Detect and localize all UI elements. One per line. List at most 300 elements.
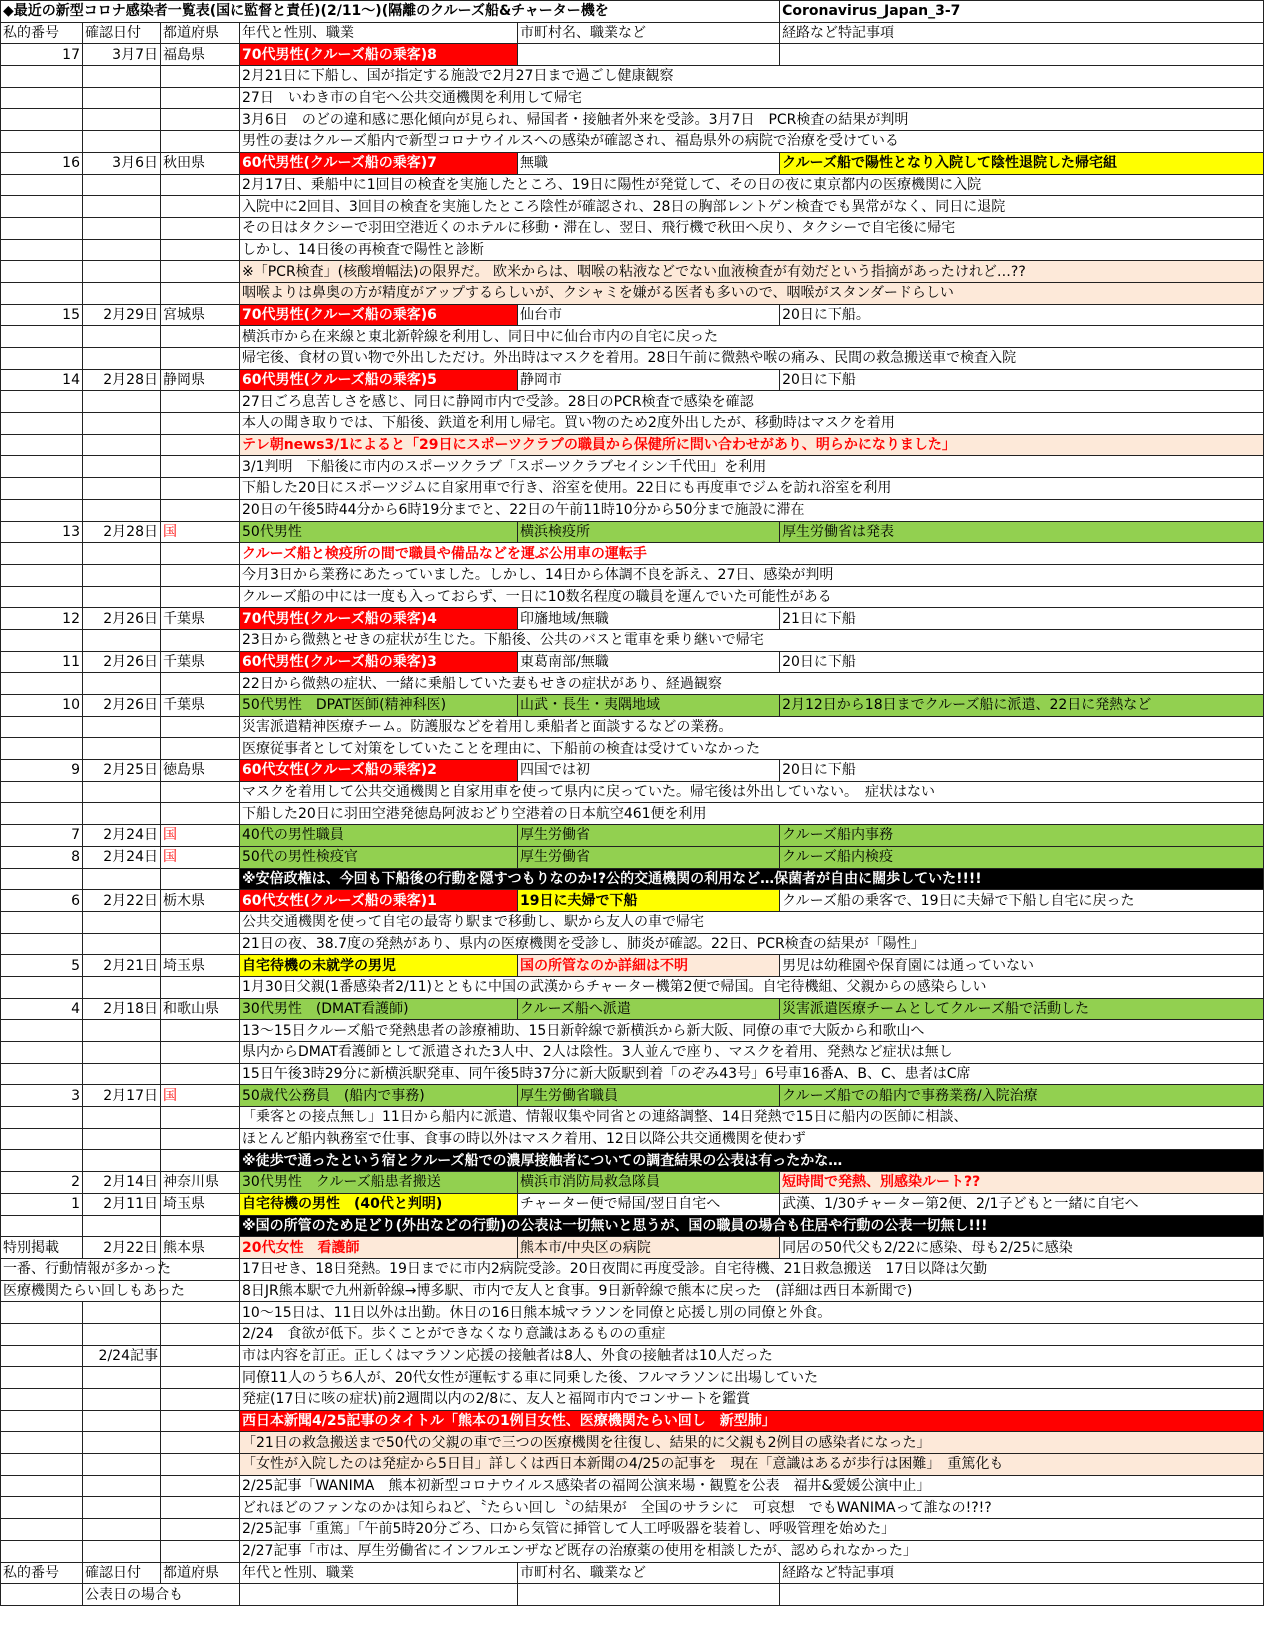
detail-row [1, 217, 1264, 239]
empty-cell [1, 1323, 83, 1345]
detail-row [1, 1215, 1264, 1237]
case-age-sex: 20代女性 看護師 [240, 1237, 518, 1259]
empty-cell [83, 1107, 161, 1129]
case-age-sex: 70代男性(クルーズ船の乗客)4 [240, 608, 518, 630]
case-number: 14 [1, 369, 83, 391]
empty-cell [83, 478, 161, 500]
case-date: 2月21日 [83, 955, 161, 977]
empty-cell [1, 933, 83, 955]
case-number: 7 [1, 825, 83, 847]
empty-cell [161, 1454, 240, 1476]
detail-text: 1月30日父親(1番感染者2/11)とともに中国の武漢からチャーター機第2便で帰国。自宅待機組、父親からの感染らしい [240, 976, 1264, 998]
empty-cell [161, 738, 240, 760]
detail-text: 横浜市から在来線と東北新幹線を利用し、同日中に仙台市内の自宅に戻った [240, 326, 1264, 348]
detail-text: 22日から微熱の症状、一緒に乗船していた妻もせきの症状があり、経過観察 [240, 673, 1264, 695]
case-row [1, 955, 1264, 977]
detail-row [1, 87, 1264, 109]
detail-text: 発症(17日に咳の症状)前2週間以内の2/8に、友人と福岡市内でコンサートを鑑賞 [240, 1389, 1264, 1411]
empty-cell [83, 217, 161, 239]
case-number: 13 [1, 521, 83, 543]
case-age-sex: 50歳代公務員 (船内で事務) [240, 1085, 518, 1107]
detail-row [1, 1540, 1264, 1562]
detail-text: 2/24 食欲が低下。歩くことができなくなり意識はあるものの重症 [240, 1323, 1264, 1345]
case-notes: 男児は幼稚園や保育園には通っていない [780, 955, 1264, 977]
empty-cell [161, 933, 240, 955]
empty-cell [161, 1540, 240, 1562]
case-notes: クルーズ船の乗客で、19日に夫婦で下船し自宅に戻った [780, 890, 1264, 912]
detail-row [1, 543, 1264, 565]
detail-text: 17日せき、18日発熱。19日までに市内2病院受診。20日夜間に再度受診。自宅待機、21日救急搬送 17日以降は欠勤 [240, 1258, 1264, 1280]
case-number: 4 [1, 998, 83, 1020]
empty-cell [1, 716, 83, 738]
case-age-sex: 30代男性 クルーズ船患者搬送 [240, 1172, 518, 1194]
case-date: 2月28日 [83, 521, 161, 543]
case-date: 2月22日 [83, 890, 161, 912]
detail-text: 2/25記事「WANIMA 熊本初新型コロナウイルス感染者の福岡公演来場・観覧を公表 福井&愛媛公演中止」 [240, 1475, 1264, 1497]
case-row [1, 44, 1264, 66]
detail-text: テレ朝news3/1によると「29日にスポーツクラブの職員から保健所に問い合わせがあり、明らかになりました」 [240, 434, 1264, 456]
detail-row [1, 1042, 1264, 1064]
empty-cell [161, 413, 240, 435]
detail-row [1, 1063, 1264, 1085]
case-age-sex: 60代男性(クルーズ船の乗客)5 [240, 369, 518, 391]
footer-header-municipality: 市町村名、職業など [518, 1562, 780, 1584]
empty-cell [161, 66, 240, 88]
empty-cell [161, 1042, 240, 1064]
empty-cell [1, 282, 83, 304]
empty-cell [1, 109, 83, 131]
empty-cell [1, 803, 83, 825]
case-age-sex: 自宅待機の未就学の男児 [240, 955, 518, 977]
empty-cell [1, 196, 83, 218]
detail-row [1, 1497, 1264, 1519]
case-age-sex: 50代の男性検疫官 [240, 846, 518, 868]
empty-cell [83, 1042, 161, 1064]
empty-cell [83, 1454, 161, 1476]
case-prefecture: 国 [161, 521, 240, 543]
detail-row [1, 586, 1264, 608]
detail-row [1, 911, 1264, 933]
detail-text: ※安倍政権は、今回も下船後の行動を隠すつもりなのか!?公的交通機関の利用など…保菌者が自由に闊歩していた!!!! [240, 868, 1264, 890]
empty-cell [161, 629, 240, 651]
footer-header-date: 確認日付 [83, 1562, 161, 1584]
empty-cell [1, 413, 83, 435]
sheet-id: Coronavirus_Japan_3-7 [780, 1, 1264, 23]
case-row [1, 1172, 1264, 1194]
case-prefecture: 国 [161, 846, 240, 868]
detail-row [1, 781, 1264, 803]
empty-cell [83, 131, 161, 153]
case-notes: 武漢、1/30チャーター第2便、2/1子どもと一緒に自宅へ [780, 1193, 1264, 1215]
case-row [1, 651, 1264, 673]
case-municipality: 19日に夫婦で下船 [518, 890, 780, 912]
detail-row [1, 413, 1264, 435]
case-date: 2月26日 [83, 695, 161, 717]
empty-cell [161, 1128, 240, 1150]
empty-cell [83, 911, 161, 933]
detail-row [1, 1519, 1264, 1541]
empty-cell [83, 1519, 161, 1541]
footer-empty-cell [518, 1584, 780, 1606]
empty-cell [83, 1410, 161, 1432]
detail-text: 2/27記事「市は、厚生労働省にインフルエンザなど既存の治療薬の使用を相談したが、認められなかった」 [240, 1540, 1264, 1562]
article-date: 2/24記事 [83, 1345, 161, 1367]
case-notes: 20日に下船 [780, 369, 1264, 391]
empty-cell [83, 174, 161, 196]
case-date: 2月11日 [83, 1193, 161, 1215]
empty-cell [161, 564, 240, 586]
detail-row [1, 1454, 1264, 1476]
case-prefecture: 徳島県 [161, 760, 240, 782]
detail-row [1, 1432, 1264, 1454]
case-notes: クルーズ船内検疫 [780, 846, 1264, 868]
detail-text: 8日JR熊本駅で九州新幹線→博多駅、市内で友人と食事。9日新幹線で熊本に戻った (詳細は西日本新聞で) [240, 1280, 1264, 1302]
case-age-sex: 70代男性(クルーズ船の乗客)8 [240, 44, 518, 66]
empty-cell [83, 933, 161, 955]
empty-cell [83, 629, 161, 651]
detail-row [1, 326, 1264, 348]
empty-cell [83, 434, 161, 456]
case-prefecture: 和歌山県 [161, 998, 240, 1020]
detail-text: 「21日の救急搬送まで50代の父親の車で三つの医療機関を往復し、結果的に父親も2例目の感染者になった」 [240, 1432, 1264, 1454]
detail-row [1, 1280, 1264, 1302]
case-age-sex: 50代男性 [240, 521, 518, 543]
empty-cell [1, 1519, 83, 1541]
detail-row [1, 1107, 1264, 1129]
case-row [1, 695, 1264, 717]
empty-cell [83, 1540, 161, 1562]
empty-cell [1, 1302, 83, 1324]
empty-cell [161, 1367, 240, 1389]
case-prefecture: 熊本県 [161, 1237, 240, 1259]
empty-cell [161, 868, 240, 890]
case-row [1, 608, 1264, 630]
detail-row [1, 1323, 1264, 1345]
empty-cell [1, 66, 83, 88]
detail-row [1, 1367, 1264, 1389]
case-notes: 災害派遣医療チームとしてクルーズ船で活動した [780, 998, 1264, 1020]
empty-cell [83, 716, 161, 738]
detail-row [1, 391, 1264, 413]
empty-cell [83, 1302, 161, 1324]
empty-cell [1, 543, 83, 565]
empty-cell [83, 1150, 161, 1172]
empty-cell [161, 217, 240, 239]
case-notes: 厚生労働省は発表 [780, 521, 1264, 543]
detail-text: 2月17日、乗船中に1回目の検査を実施したところ、19日に陽性が発覚して、その日の夜に東京都内の医療機関に入院 [240, 174, 1264, 196]
empty-cell [161, 456, 240, 478]
case-date: 2月29日 [83, 304, 161, 326]
detail-row [1, 629, 1264, 651]
case-prefecture: 国 [161, 1085, 240, 1107]
case-notes: 20日に下船 [780, 651, 1264, 673]
case-notes: 短時間で発熱、別感染ルート?? [780, 1172, 1264, 1194]
case-number: 8 [1, 846, 83, 868]
case-prefecture: 千葉県 [161, 651, 240, 673]
empty-cell [83, 543, 161, 565]
case-number: 15 [1, 304, 83, 326]
case-prefecture: 秋田県 [161, 152, 240, 174]
empty-cell [83, 456, 161, 478]
case-number: 2 [1, 1172, 83, 1194]
case-number: 3 [1, 1085, 83, 1107]
empty-cell [161, 781, 240, 803]
empty-cell [161, 673, 240, 695]
case-municipality: 東葛南部/無職 [518, 651, 780, 673]
empty-cell [161, 1020, 240, 1042]
empty-cell [161, 478, 240, 500]
detail-text: 西日本新聞4/25記事のタイトル「熊本の1例目女性、医療機関たらい回し 新型肺」 [240, 1410, 1264, 1432]
side-note: 医療機関たらい回しもあった [1, 1280, 161, 1302]
empty-cell [1, 586, 83, 608]
detail-row [1, 1150, 1264, 1172]
case-number: 6 [1, 890, 83, 912]
empty-cell [161, 282, 240, 304]
case-date: 2月18日 [83, 998, 161, 1020]
detail-row [1, 66, 1264, 88]
empty-cell [1, 1345, 83, 1367]
case-row [1, 369, 1264, 391]
empty-cell [1, 629, 83, 651]
case-municipality: 厚生労働省職員 [518, 1085, 780, 1107]
case-number: 9 [1, 760, 83, 782]
empty-cell [161, 1519, 240, 1541]
case-number: 16 [1, 152, 83, 174]
detail-text: どれほどのファンなのかは知らねど、〝たらい回し〝の結果が 全国のサラシに 可哀想 でもWANIMAって誰なの!?!? [240, 1497, 1264, 1519]
detail-text: 災害派遣精神医療チーム。防護服などを着用し乗船者と面談するなどの業務。 [240, 716, 1264, 738]
case-date: 2月17日 [83, 1085, 161, 1107]
empty-cell [83, 261, 161, 283]
footer-note: 公表日の場合も [83, 1584, 240, 1606]
empty-cell [1, 1410, 83, 1432]
empty-cell [161, 239, 240, 261]
case-notes: クルーズ船での船内で事務業務/入院治療 [780, 1085, 1264, 1107]
footer-header-prefecture: 都道府県 [161, 1562, 240, 1584]
empty-cell [1, 1540, 83, 1562]
case-notes: 20日に下船。 [780, 304, 1264, 326]
empty-cell [1, 1367, 83, 1389]
detail-text: 入院中に2回目、3回目の検査を実施したところ陰性が確認され、28日の胸部レントゲン検査でも異常がなく、同日に退院 [240, 196, 1264, 218]
title-row [1, 1, 1264, 23]
case-row [1, 304, 1264, 326]
detail-text: 咽喉よりは鼻奥の方が精度がアップするらしいが、クシャミを嫌がる医者も多いので、咽喉がスタンダードらしい [240, 282, 1264, 304]
empty-cell [161, 499, 240, 521]
detail-text: 下船した20日にスポーツジムに自家用車で行き、浴室を使用。22日にも再度車でジムを訪れ浴室を利用 [240, 478, 1264, 500]
detail-row [1, 868, 1264, 890]
case-prefecture: 静岡県 [161, 369, 240, 391]
detail-row [1, 673, 1264, 695]
case-number: 1 [1, 1193, 83, 1215]
detail-row [1, 1345, 1264, 1367]
detail-row [1, 1258, 1264, 1280]
case-municipality: 静岡市 [518, 369, 780, 391]
empty-cell [1, 1020, 83, 1042]
detail-row [1, 1389, 1264, 1411]
detail-row [1, 131, 1264, 153]
empty-cell [83, 499, 161, 521]
detail-text: 20日の午後5時44分から6時19分までと、22日の午前11時10分から50分まで施設に滞在 [240, 499, 1264, 521]
detail-text: 27日 いわき市の自宅へ公共交通機関を利用して帰宅 [240, 87, 1264, 109]
case-row [1, 846, 1264, 868]
empty-cell [1, 564, 83, 586]
case-number: 17 [1, 44, 83, 66]
case-date: 2月25日 [83, 760, 161, 782]
case-prefecture: 埼玉県 [161, 1193, 240, 1215]
col-header-prefecture: 都道府県 [161, 22, 240, 44]
empty-cell [161, 131, 240, 153]
detail-text: ※徒歩で通ったという宿とクルーズ船での濃厚接触者についての調査結果の公表は有ったかな… [240, 1150, 1264, 1172]
detail-row [1, 1128, 1264, 1150]
detail-text: 本人の聞き取りでは、下船後、鉄道を利用し帰宅。買い物のため2度外出したが、移動時はマスクを着用 [240, 413, 1264, 435]
case-date: 2月24日 [83, 846, 161, 868]
case-municipality: 横浜市消防局救急隊員 [518, 1172, 780, 1194]
case-prefecture: 埼玉県 [161, 955, 240, 977]
empty-cell [1, 478, 83, 500]
case-municipality: 厚生労働省 [518, 825, 780, 847]
empty-cell [83, 1323, 161, 1345]
detail-text: 3/1判明 下船後に市内のスポーツクラブ「スポーツクラブセイシン千代田」を利用 [240, 456, 1264, 478]
case-age-sex: 60代男性(クルーズ船の乗客)3 [240, 651, 518, 673]
footer-header-row [1, 1562, 1264, 1584]
empty-cell [1, 781, 83, 803]
empty-cell [161, 1302, 240, 1324]
empty-cell [161, 348, 240, 370]
detail-text: 県内からDMAT看護師として派遣された3人中、2人は陰性。3人並んで座り、マスクを着用、発熱など症状は無し [240, 1042, 1264, 1064]
empty-cell [1, 434, 83, 456]
col-header-notes: 経路など特記事項 [780, 22, 1264, 44]
case-municipality: 印旛地域/無職 [518, 608, 780, 630]
empty-cell [1, 976, 83, 998]
detail-text: 公共交通機関を使って自宅の最寄り駅まで移動し、駅から友人の車で帰宅 [240, 911, 1264, 933]
empty-cell [83, 348, 161, 370]
footer-header-notes: 経路など特記事項 [780, 1562, 1264, 1584]
empty-cell [83, 738, 161, 760]
empty-cell [1, 456, 83, 478]
detail-text: 13～15日クルーズ船で発熱患者の診療補助、15日新幹線で新横浜から新大阪、同僚の車で大阪から和歌山へ [240, 1020, 1264, 1042]
col-header-number: 私的番号 [1, 22, 83, 44]
detail-text: しかし、14日後の再検査で陽性と診断 [240, 239, 1264, 261]
case-municipality: 仙台市 [518, 304, 780, 326]
case-municipality: 熊本市/中央区の病院 [518, 1237, 780, 1259]
detail-text: 男性の妻はクルーズ船内で新型コロナウイルスへの感染が確認され、福島県外の病院で治療を受けている [240, 131, 1264, 153]
empty-cell [83, 564, 161, 586]
empty-cell [1, 499, 83, 521]
case-number: 10 [1, 695, 83, 717]
empty-cell [83, 1389, 161, 1411]
case-age-sex: 60代女性(クルーズ船の乗客)2 [240, 760, 518, 782]
empty-cell [161, 1345, 240, 1367]
empty-cell [1, 1475, 83, 1497]
case-date: 3月6日 [83, 152, 161, 174]
empty-cell [83, 1367, 161, 1389]
case-row [1, 1193, 1264, 1215]
footer-empty-cell [780, 1584, 1264, 1606]
empty-cell [1, 131, 83, 153]
empty-cell [161, 1475, 240, 1497]
empty-cell [161, 196, 240, 218]
case-date: 2月28日 [83, 369, 161, 391]
empty-cell [83, 1020, 161, 1042]
detail-row [1, 282, 1264, 304]
footer-header-age-sex: 年代と性別、職業 [240, 1562, 518, 1584]
case-row [1, 521, 1264, 543]
empty-cell [1, 738, 83, 760]
case-age-sex: 50代男性 DPAT医師(精神科医) [240, 695, 518, 717]
empty-cell [83, 109, 161, 131]
empty-cell [83, 586, 161, 608]
empty-cell [1, 673, 83, 695]
empty-cell [83, 196, 161, 218]
detail-text: 医療従事者として対策をしていたことを理由に、下船前の検査は受けていなかった [240, 738, 1264, 760]
empty-cell [161, 1497, 240, 1519]
case-municipality: 厚生労働省 [518, 846, 780, 868]
empty-cell [83, 1128, 161, 1150]
empty-cell [83, 1063, 161, 1085]
empty-cell [161, 1323, 240, 1345]
col-header-municipality: 市町村名、職業など [518, 22, 780, 44]
empty-cell [161, 391, 240, 413]
col-header-age-sex: 年代と性別、職業 [240, 22, 518, 44]
detail-row [1, 1020, 1264, 1042]
case-notes: 2月12日から18日までクルーズ船に派遣、22日に発熱など [780, 695, 1264, 717]
case-municipality: クルーズ船へ派遣 [518, 998, 780, 1020]
detail-row [1, 174, 1264, 196]
case-municipality: チャーター便で帰国/翌日自宅へ [518, 1193, 780, 1215]
detail-row [1, 348, 1264, 370]
detail-text: ※国の所管のため足どり(外出などの行動)の公表は一切無いと思うが、国の職員の場合も住居や行動の公表一切無し!!! [240, 1215, 1264, 1237]
col-header-date: 確認日付 [83, 22, 161, 44]
case-date: 2月26日 [83, 651, 161, 673]
detail-text: 21日の夜、38.7度の発熱があり、県内の医療機関を受診し、肺炎が確認。22日、PCR検査の結果が「陽性」 [240, 933, 1264, 955]
empty-cell [83, 282, 161, 304]
case-row [1, 825, 1264, 847]
empty-cell [1, 174, 83, 196]
case-prefecture: 福島県 [161, 44, 240, 66]
detail-text: 2月21日に下船し、国が指定する施設で2月27日まで過ごし健康観察 [240, 66, 1264, 88]
case-notes: 同居の50代父も2/22に感染、母も2/25に感染 [780, 1237, 1264, 1259]
empty-cell [1, 868, 83, 890]
empty-cell [83, 1497, 161, 1519]
footer-header-number: 私的番号 [1, 1562, 83, 1584]
empty-cell [1, 1128, 83, 1150]
empty-cell [1, 911, 83, 933]
empty-cell [83, 391, 161, 413]
empty-cell [83, 868, 161, 890]
empty-cell [83, 413, 161, 435]
empty-cell [161, 1215, 240, 1237]
detail-text: 3月6日 のどの違和感に悪化傾向が見られ、帰国者・接触者外来を受診。3月7日 PCR検査の結果が判明 [240, 109, 1264, 131]
empty-cell [1, 87, 83, 109]
empty-cell [161, 174, 240, 196]
empty-cell [1, 1454, 83, 1476]
empty-cell [83, 976, 161, 998]
empty-cell [83, 673, 161, 695]
empty-cell [83, 1432, 161, 1454]
empty-cell [83, 781, 161, 803]
empty-cell [161, 87, 240, 109]
detail-text: 市は内容を訂正。正しくはマラソン応援の接触者は8人、外食の接触者は10人だった [240, 1345, 1264, 1367]
empty-cell [1, 261, 83, 283]
detail-text: ほとんど船内執務室で仕事、食事の時以外はマスク着用、12日以降公共交通機関を使わず [240, 1128, 1264, 1150]
empty-cell [1, 1107, 83, 1129]
empty-cell [161, 716, 240, 738]
case-age-sex: 30代男性 (DMAT看護師) [240, 998, 518, 1020]
detail-row [1, 1302, 1264, 1324]
detail-row [1, 109, 1264, 131]
detail-text: クルーズ船と検疫所の間で職員や備品などを運ぶ公用車の運転手 [240, 543, 1264, 565]
case-notes: クルーズ船で陽性となり入院して陰性退院した帰宅組 [780, 152, 1264, 174]
detail-row [1, 239, 1264, 261]
